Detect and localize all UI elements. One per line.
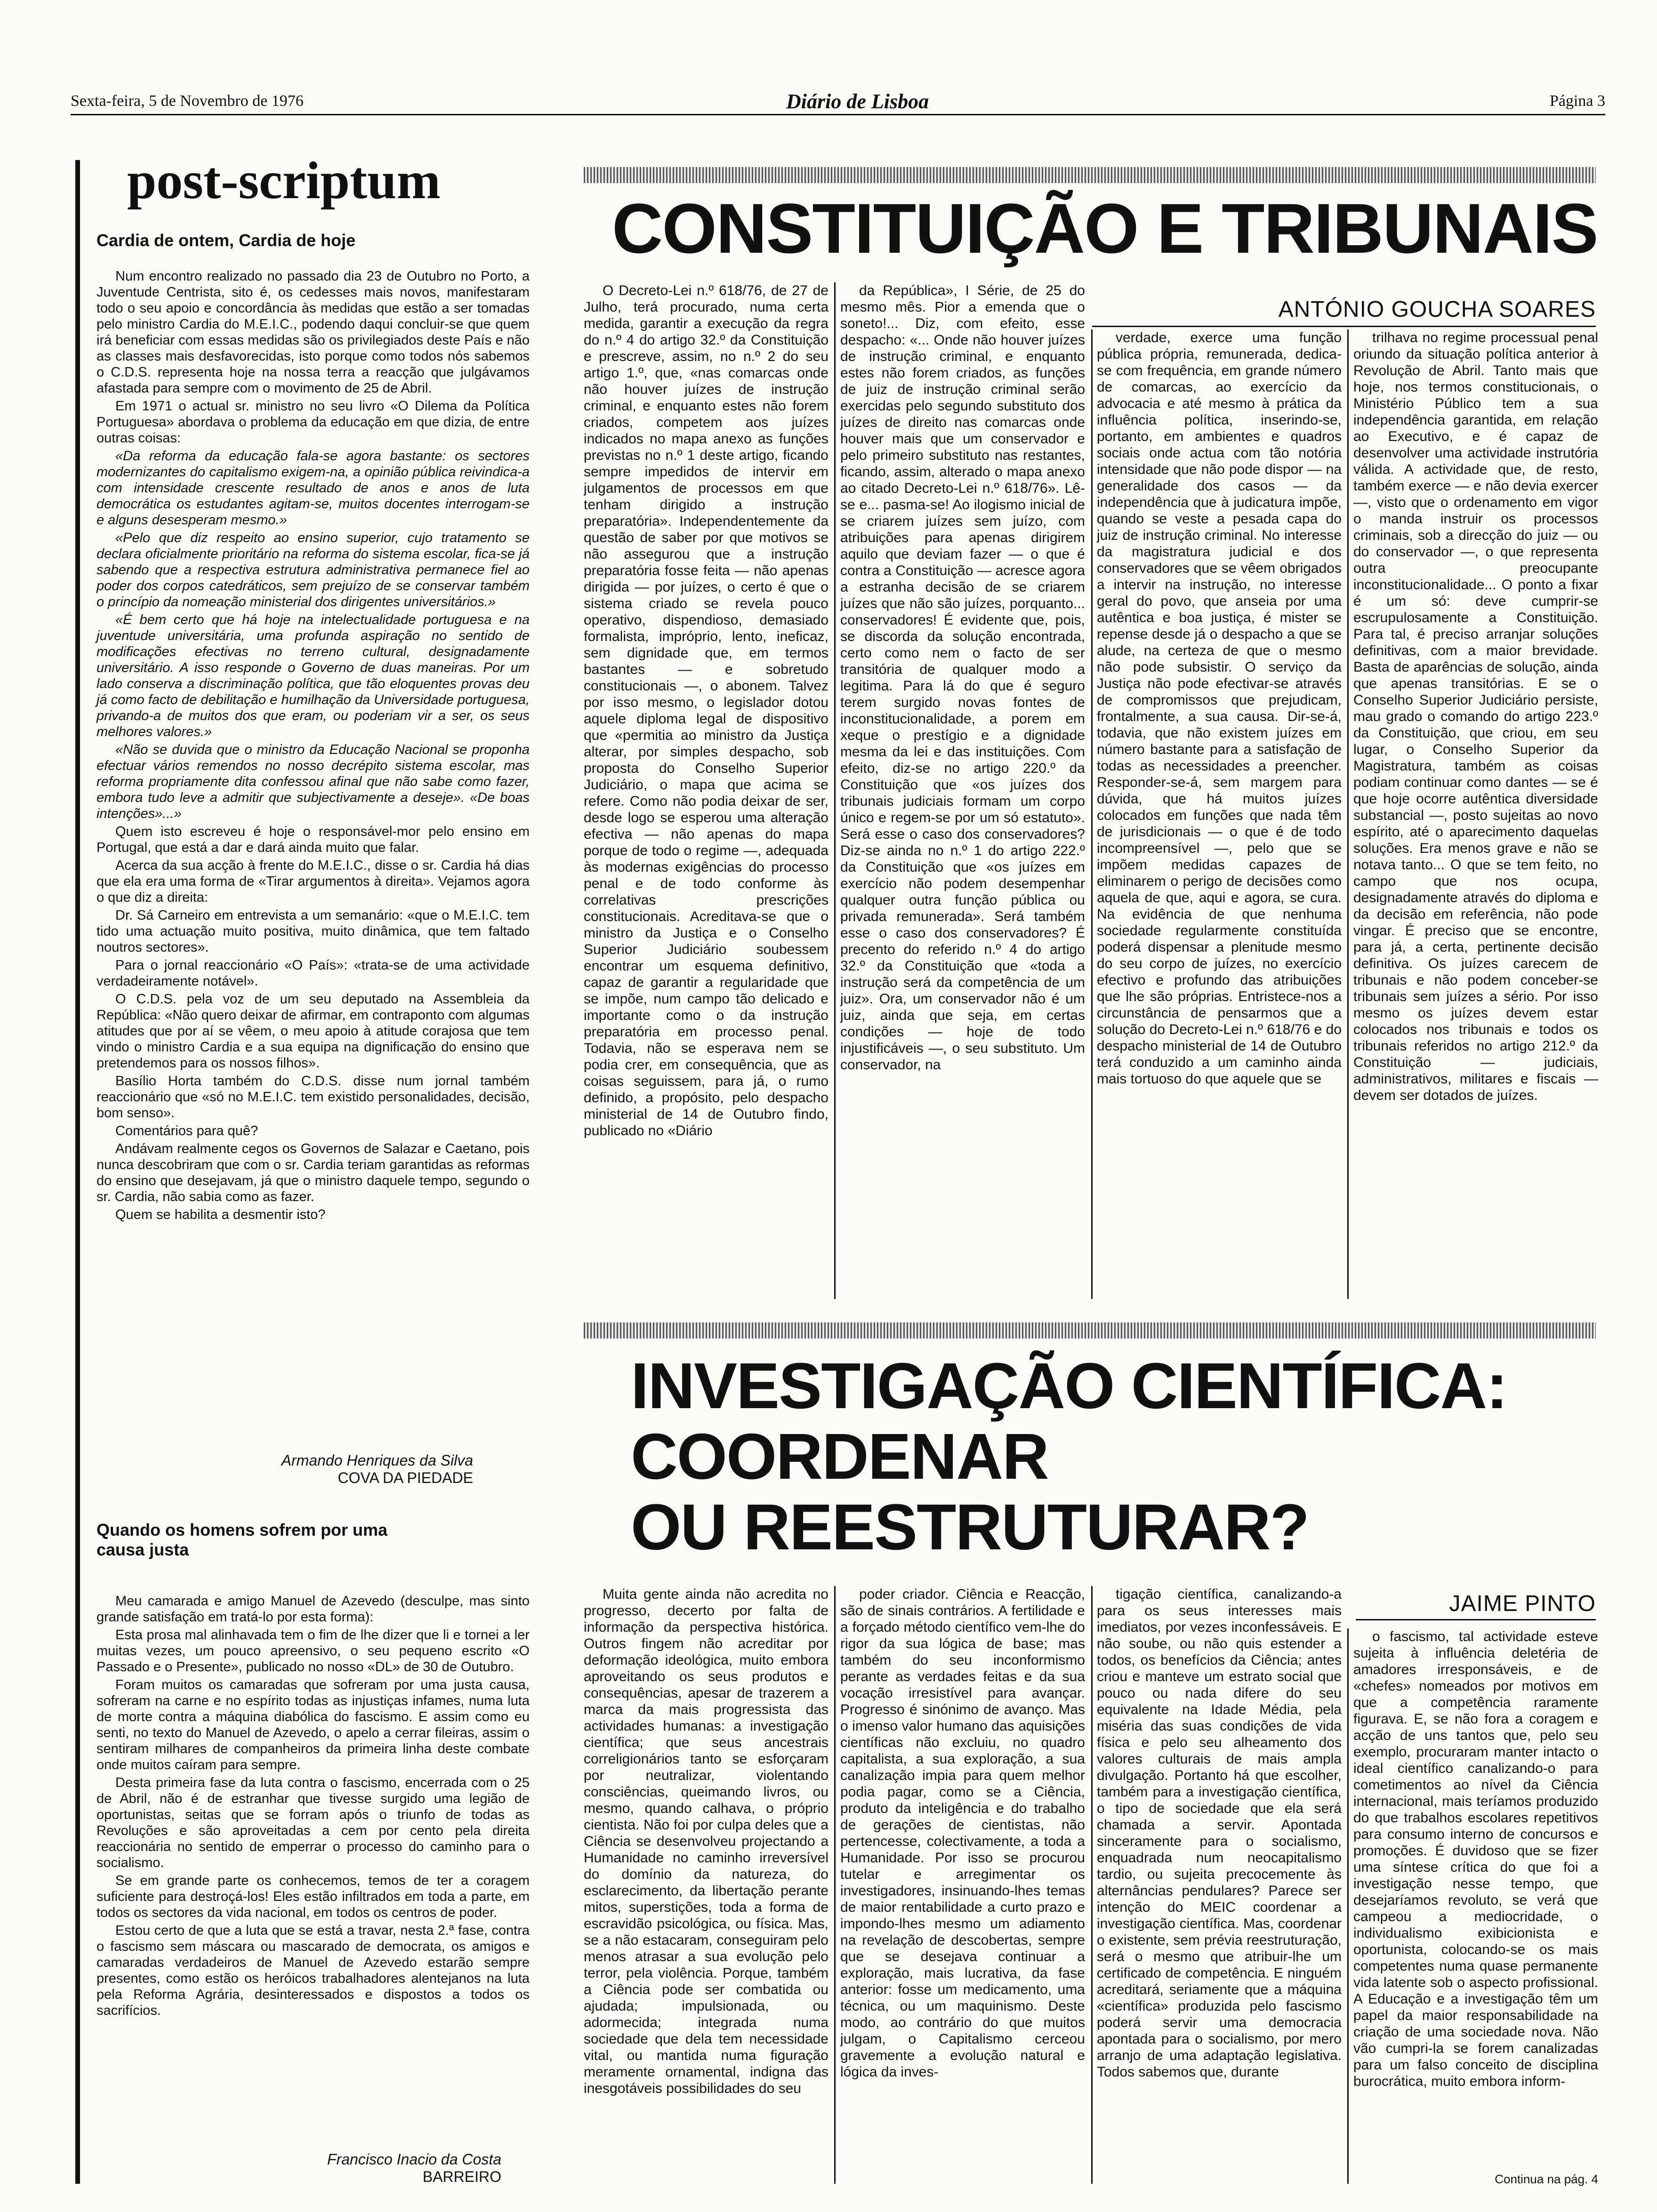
paragraph: Foram muitos os camaradas que sofreram por uma justa causa, sofreram na carne e no espírito todas as injustiças infames, numa luta de morte contra a máquina diabólica do fascismo. E assim como eu senti, no texto do Manuel de Azevedo, o apelo a cerrar fileiras, assim o sentiram milhares de companheiros da primeira linha deste combate onde muitos caíram para sempre. <box>97 1677 530 1772</box>
postscriptum-article1-signature-name: Armando Henriques da Silva <box>281 1452 473 1469</box>
paragraph: tigação científica, canalizando-a para os seus interesses mais imediatos, por vezes inconfessáveis. E não soube, ou não quis estender a todos, os benefícios da Ciência; antes criou e manteve um estrato social que pouco ou nada difere do seu equivalente na Idade Média, pela miséria das suas condições de vida física e pelo seu alheamento dos valores culturais de mais ampla divulgação. Portanto há que escolher, também para a investigação científica, o tipo de sociedade que ela será chamada a servir. Apontada sinceramente para o socialismo, enquadrada num neocapitalismo tardio, ou sujeita precocemente às alternâncias pendulares? Parece ser intenção do MEIC coordenar a investigação científica. Mas, coordenar o existente, sem prévia reestruturação, será o mesmo que atribuir-lhe um certificado de competência. E ninguém acreditará, seriamente que a máquina «científica» produzida pelo fascismo poderá servir uma democracia apontada para o socialismo, por mero arranjo de uma adaptação legislativa. Todos sabemos que, durante <box>1097 1587 1342 2080</box>
column-divider <box>834 282 836 1299</box>
investigacao-author-rule <box>1356 1619 1596 1620</box>
column-divider <box>1347 1628 1349 2184</box>
paragraph: Estou certo de que a luta que se está a travar, nesta 2.ª fase, contra o fascismo sem máscara ou mascarado de democrata, os amigos e camaradas verdadeiros de Manuel de Azevedo estarão sempre presentes, como estão os heróicos trabalhadores alentejanos na luta pela Reforma Agrária, desinteressados e dispostos a todos os sacrifícios. <box>97 1923 530 2018</box>
paragraph: Desta primeira fase da luta contra o fascismo, encerrada com o 25 de Abril, não é de estranhar que tivesse surgido uma legião de oportunistas, seitas que se forram após o triunfo de todas as Revoluções e são aproveitadas a cem por cento pela direita reaccionária no sentido de emperrar o processo do caminho para o socialismo. <box>97 1775 530 1870</box>
investigacao-column-3 <box>1097 1586 1342 2188</box>
paragraph: Meu camarada e amigo Manuel de Azevedo (desculpe, mas sinto grande satisfação em tratá-lo por esta forma): <box>97 1594 530 1625</box>
paragraph: trilhava no regime processual penal oriundo da situação política anterior à Revolução de Abril. Tanto mais que hoje, nos termos constitucionais, o Ministério Público tem a sua independência garantida, em relação ao Executivo, e é capaz de desenvolver uma actividade instrutória válida. A actividade que, de resto, também exerce — e não devia exercer —, visto que o ordenamento em vigor o manda instruir os processos criminais, sob a direcção do juiz — ou do conservador —, o que representa outra preocupante inconstitucionalidade... O ponto a fixar é um só: deve cumprir-se escrupulosamente a Constituição. Para tal, é preciso arranjar soluções definitivas, com a maior brevidade. Basta de aparências de solução, ainda que apenas transitórias. E se o Conselho Superior Judiciário persiste, mau grado o comando do artigo 223.º da Constituição, que criou, em seu lugar, o Conselho Superior da Magistratura, também as coisas podiam continuar como dantes — se é que hoje ocorre autêntica diversidade substancial —, posto sujeitas ao novo espírito, até o aparecimento daquelas soluções. Era menos grave e não se notava tanto... O que se tem feito, no campo que nos ocupa, designadamente através do diploma e da decisão em referência, não pode vingar. É preciso que se encontre, para já, a certa, pertinente decisão definitiva. Os juízes carecem de tribunais e não podem conceber-se tribunais sem juízes a sério. Por isso mesmo os juízes devem estar colocados nos tribunais e todos os tribunais referidos no artigo 212.º da Constituição — judiciais, administrativos, militares e fiscais — devem ser dotados de juízes. <box>1353 330 1598 1103</box>
paragraph: da República», I Série, de 25 do mesmo mês. Pior a emenda que o soneto!... Diz, com efeito, esse despacho: «... Onde não houver juízes de instrução criminal, e enquanto estes não forem criados, as funções de juiz de instrução criminal serão exercidas pelo segundo substituto dos juízes de direito nas comarcas onde houver mais que um conservador e pelo primeiro substituto nas restantes, ficando, assim, alterado o mapa anexo ao citado Decreto-Lei n.º 618/76». Lê-se e... pasma-se! Ao ilogismo inicial de se criarem juízes sem juízo, com atribuições para apenas dirigirem aquilo que deviam fazer — o que é contra a Constituição — acresce agora a estranha decisão de se criarem juízes que não são juízes, porquanto... conservadores! É evidente que, pois, se discorda da solução encontrada, certo como nem o facto de ser transitória de qualquer modo a legitima. Para lá do que é seguro terem surgido novas fontes de inconstitucionalidade, a porem em xeque o prestígio e a dignidade mesma da lei e das instituições. Com efeito, diz-se no artigo 220.º da Constituição que «os juízes dos tribunais judiciais formam um corpo único e regem-se por um só estatuto». Será esse o caso dos conservadores? Diz-se ainda no n.º 1 do artigo 222.º da Constituição que «os juízes em exercício não podem desempenhar qualquer outra função pública ou privada remunerada». Será também esse o caso dos conservadores? É precento do referido n.º 4 do artigo 32.º da Constituição que «toda a instrução será da competência de um juiz». Ora, um conservador não é um juiz, ainda que seja, em certas condições — hoje de todo injustificáveis —, o seu substituto. Um conservador, na <box>840 283 1085 1073</box>
investigacao-title-line2: COORDENAR <box>631 1420 1048 1493</box>
constituicao-halftone-band <box>584 167 1596 183</box>
paragraph: Quem se habilita a desmentir isto? <box>115 1207 326 1222</box>
postscriptum-article2-signature-name: Francisco Inacio da Costa <box>327 2151 501 2168</box>
constituicao-author: ANTÓNIO GOUCHA SOARES <box>1278 297 1596 322</box>
masthead-date: Sexta-feira, 5 de Novembro de 1976 <box>71 92 304 110</box>
paragraph: Esta prosa mal alinhavada tem o fim de lhe dizer que li e tornei a ler muitas vezes, um pouco apreensivo, o seu pequeno escrito «O Passado e o Presente», publicado no nosso «DL» de 30 de Outubro. <box>97 1627 530 1675</box>
column-divider <box>1091 329 1093 1299</box>
paragraph: poder criador. Ciência e Reacção, são de sinais contrários. A fertilidade e a forçado método científico vem-lhe do rigor da sua lógica de base; mas também do seu inconformismo perante as verdades feitas e da sua vocação irresistível para avançar. Progresso é sinónimo de avanço. Mas o imenso valor humano das aquisições científicas não excluiu, no quadro capitalista, a sua exploração, a sua canalização impia para quem melhor podia pagar, como se a Ciência, produto da inteligência e do trabalho de gerações de cientistas, não pertencesse, colectivamente, a toda a Humanidade. Por isso se procurou tutelar e arregimentar os investigadores, insinuando-lhes temas de maior rentabilidade a curto prazo e impondo-lhes mesmo um adiamento na revelação de descobertas, sempre que se desejava continuar a exploração, mais lucrativa, da fase anterior: fosse um medicamento, uma técnica, ou um maquinismo. Deste modo, ao contrário do que muitos julgam, o Capitalismo cerceou gravemente a evolução natural e lógica da inves- <box>840 1587 1085 2080</box>
investigacao-column-1 <box>584 1586 828 2188</box>
investigacao-title-line1: INVESTIGAÇÃO CIENTÍFICA: <box>631 1350 1507 1422</box>
constituicao-column-4 <box>1353 329 1598 1304</box>
constituicao-column-2 <box>840 282 1085 1304</box>
investigacao-title-line3: OU REESTRUTURAR? <box>631 1491 1309 1563</box>
masthead-page-number: Página 3 <box>1549 92 1605 110</box>
postscriptum-article1-body <box>97 268 530 1225</box>
paragraph: Quem isto escreveu é hoje o responsável-mor pelo ensino em Portugal, que está a dar e dará ainda muito que falar. <box>97 824 530 855</box>
paragraph: O C.D.S. pela voz de um seu deputado na Assembleia da República: «Não quero deixar de afirmar, em contraponto com algumas atitudes que por aí se vêem, o meu apoio à atitude corajosa que tem vindo o ministro Cardia e a sua equipa na dignificação do ensino que pretendemos para os nossos filhos». <box>97 992 530 1071</box>
column-divider <box>834 1586 836 2184</box>
postscriptum-article1-heading: Cardia de ontem, Cardia de hoje <box>97 231 356 250</box>
paragraph: «Pelo que diz respeito ao ensino superior, cujo tratamento se declara oficialmente prioritário na reforma do sistema escolar, fica-se já sabendo que a respectiva estrutura administrativa permanece fiel ao poder dos corpos catedráticos, sem prejuízo de se conservar também o princípio da nomeação ministerial dos dirigentes universitários.» <box>97 530 530 609</box>
paragraph: Se em grande parte os conhecemos, temos de ter a coragem suficiente para destroçá-los! Eles estão infiltrados em toda a parte, em todos os sectores da vida nacional, em todos os centros de poder. <box>97 1873 530 1920</box>
investigacao-author: JAIME PINTO <box>1449 1591 1596 1616</box>
investigacao-halftone-band <box>584 1322 1596 1338</box>
paragraph: «É bem certo que há hoje na intelectualidade portuguesa e na juventude universitária, uma profunda aspiração no sentido de modificações efectivas no terreno cultural, designadamente universitário. A isso responde o Governo de duas maneiras. Por um lado conserva a discriminação política, que tão eloquentes provas deu já como facto de debilitação e humilhação da Universidade portuguesa, privando-a de muitos dos que eram, ou poderiam vir a ser, os seus melhores valores.» <box>97 612 530 739</box>
paragraph: Comentários para quê? <box>115 1123 258 1138</box>
paragraph: Muita gente ainda não acredita no progresso, decerto por falta de informação da perspectiva histórica. Outros fingem não acreditar por deformação ideológica, muito embora aproveitando os seus produtos e consequências, apesar de trazerem a marca da mais progressista das actividades humanas: a investigação científica; que seus ancestrais correligionários tanto se esforçaram por neutralizar, violentando consciências, queimando livros, ou mesmo, quando calhava, o próprio cientista. Não foi por culpa deles que a Ciência se desenvolveu projectando a Humanidade no caminho irreversível do domínio da natureza, do esclarecimento, da libertação perante mitos, superstições, toda a forma de escravidão psicológica, ou física. Mas, se a não estacaram, conseguiram pelo menos atrasar a sua evolução pelo terror, pela violência. Porque, também a Ciência pode ser combatida ou ajudada; impulsionada, ou adormecida; integrada numa sociedade que dela tem necessidade vital, ou mantida numa figuração meramente ornamental, indigna das inesgotáveis possibilidades do seu <box>584 1587 828 2096</box>
column-divider <box>1347 329 1349 1299</box>
paragraph: Para o jornal reaccionário «O País»: «trata-se de uma actividade verdadeiramente notável». <box>97 958 530 989</box>
paragraph: Num encontro realizado no passado dia 23 de Outubro no Porto, a Juventude Centrista, sito é, os cedesses mais novos, manifestaram todo o seu apoio e concordância às medidas que estão a ser tomadas pelo ministro Cardia do M.E.I.C., podendo daqui concluir-se que quem irá beneficiar com essas medidas são os privilegiados deste País e não as classes mais desfavorecidas, isto porque como todos nós sabemos o C.D.S. representa hoje na nossa terra a reacção que julgávamos afastada para sempre com o movimento de 25 de Abril. <box>97 269 530 396</box>
investigacao-column-2 <box>840 1586 1085 2188</box>
paragraph: Acerca da sua acção à frente do M.E.I.C., disse o sr. Cardia há dias que ela era uma forma de «Tirar argumentos à direita». Vejamos agora o que diz a direita: <box>97 858 530 905</box>
paragraph: Basílio Horta também do C.D.S. disse num jornal também reaccionário que «só no M.E.I.C. tem existido personalidades, decisão, bom senso». <box>97 1074 530 1121</box>
constituicao-title: CONSTITUIÇÃO E TRIBUNAIS <box>612 189 1598 268</box>
constituicao-column-3 <box>1097 329 1342 1304</box>
paragraph: Em 1971 o actual sr. ministro no seu livro «O Dilema da Política Portuguesa» abordava o problema da educação em que dizia, de entre outras coisas: <box>97 399 530 446</box>
paragraph: Andávam realmente cegos os Governos de Salazar e Caetano, pois nunca descobriram que com o sr. Cardia teriam garantidas as reformas do ensino que desejavam, já que o ministro daquele tempo, segundo o sr. Cardia, não sabia como as fazer. <box>97 1141 530 1204</box>
paragraph: «Da reforma da educação fala-se agora bastante: os sectores modernizantes do capitalismo exigem-na, a opinião pública reivindica-a com intensidade crescente resultado de anos e anos de luta democrática os estudantes agitam-se, muitos docentes interrogam-se e alguns desesperam mesmo.» <box>97 449 530 528</box>
investigacao-column-4 <box>1353 1628 1598 2170</box>
masthead-paper-title: Diário de Lisboa <box>786 90 929 113</box>
postscriptum-article1-signature-place: COVA DA PIEDADE <box>338 1469 473 1486</box>
masthead <box>71 89 1605 118</box>
paragraph: Dr. Sá Carneiro em entrevista a um semanário: «que o M.E.I.C. tem tido uma actuação muito positiva, muito dinâmica, que tem faltado noutros sectores». <box>97 908 530 955</box>
masthead-rule <box>71 114 1605 115</box>
postscriptum-article2-heading: Quando os homens sofrem por uma causa justa <box>97 1520 388 1559</box>
paragraph: o fascismo, tal actividade esteve sujeita à influência deletéria de amadores irresponsáveis, e de «chefes» nomeados por motivos em que a competência raramente figurava. E, se não fora a coragem e acção de uns tantos que, pelo seu exemplo, procuraram manter intacto o ideal científico canalizando-o para cometimentos ao nível da Ciência internacional, mais teríamos produzido do que trabalhos escolares repetitivos para consumo interno de concursos e promoções. É duvidoso que se fizer uma síntese crítica do que foi a investigação nesse tempo, que desejaríamos revoluto, se verá que campeou a mediocridade, o individualismo exibicionista e oportunista, colocando-se os mais competentes numa quase permanente vida latente sob o aspecto profissional. A Educação e a investigação têm um papel da maior responsabilidade na criação de uma sociedade nova. Não vão cumpri-la se forem canalizadas para um falso conceito de disciplina burocrática, muito embora inform- <box>1353 1629 1598 2089</box>
postscriptum-title: post-scriptum <box>127 152 441 210</box>
postscriptum-article2-signature-place: BARREIRO <box>422 2168 501 2185</box>
paragraph: O Decreto-Lei n.º 618/76, de 27 de Julho, terá procurado, numa certa medida, garantir a execução da regra do n.º 4 do artigo 32.º da Constituição e prescreve, assim, no n.º 2 do seu artigo 1.º, que, «nas comarcas onde não houver juízes de instrução criminal, e enquanto estes não forem criados, competem aos juízes indicados no mapa anexo as funções previstas no n.º 1 deste artigo, ficando sempre impedidos de intervir em julgamentos de processos em que tenham dirigido a instrução preparatória». Independentemente da questão de saber por que motivos se não assegurou que a instrução preparatória fosse feita — não apenas dirigida — por juízes, o certo é que o sistema criado se revela pouco operativo, dispendioso, demasiado formalista, impróprio, lento, ineficaz, sem dignidade que, em termos bastantes — e sobretudo constitucionais —, o abonem. Talvez por isso mesmo, o legislador dotou aquele diploma legal de dispositivo que «permitia ao ministro da Justiça alterar, por simples despacho, sob proposta do Conselho Superior Judiciário, o mapa que acima se refere. Como não podia deixar de ser, desde logo se esperou uma alteração efectiva — não apenas do mapa porque de todo o regime —, adequada às modernas exigências do processo penal e de todo conforme às correlativas prescrições constitucionais. Acreditava-se que o ministro da Justiça e o Conselho Superior Judiciário soubessem encontrar um esquema definitivo, capaz de garantir a regularidade que se impõe, num campo tão delicado e importante como o da instrução preparatória em processo penal. Todavia, não se esperava nem se podia crer, em consequência, que as coisas seguissem, para já, o rumo definido, a propósito, pelo despacho ministerial de 14 de Outubro findo, publicado no «Diário <box>584 283 828 1138</box>
continued-note: Continua na pág. 4 <box>1495 2172 1598 2186</box>
paragraph: verdade, exerce uma função pública própria, remunerada, dedica-se com frequência, em grande número de comarcas, ao exercício da advocacia e até mesmo à prática da influência política, inserindo-se, portanto, em ambientes e quadros sociais onde actua com tão notória intensidade que não pode dispor — na generalidade dos casos — da independência que à judicatura impõe, quando se veste a pesada capa do juiz de instrução criminal. No interesse da magistratura judicial e dos conservadores que se vêem obrigados a intervir na instrução, no interesse geral do povo, que anseia por uma autêntica e boa justiça, é mister se repense desde já o despacho a que se alude, na certeza de que o mesmo não pode subsistir. O serviço da Justiça não pode efectivar-se através de compromissos que prejudicam, frontalmente, a sua causa. Dir-se-á, todavia, que não existem juízes em número bastante para a satisfação de todas as necessidades a preencher. Responder-se-á, sem margem para dúvida, que há muitos juízes colocados em funções que nada têm de jurisdicionais — o que é de todo incompreensível —, pelo que se impõem medidas capazes de eliminarem o perigo de decisões como aquela de que, aqui e agora, se cura. Na evidência de que nenhuma sociedade regularmente constituída poderá dispensar a plenitude mesmo do seu corpo de juízes, no exercício efectivo e profundo das atribuições que lhe são próprias. Entristece-nos a circunstância de pensarmos que a solução do Decreto-Lei n.º 618/76 e do despacho ministerial de 14 de Outubro terá conduzido a um caminho ainda mais tortuoso do que aquele que se <box>1097 330 1342 1087</box>
paragraph: «Não se duvida que o ministro da Educação Nacional se proponha efectuar vários remendos no nosso decrépito sistema escolar, mas reforma propriamente dita confessou afinal que não sabe como fazer, embora tudo leve a admitir que subjectivamente a deseje». «De boas intenções»...» <box>97 742 530 821</box>
postscriptum-article2-body <box>97 1593 530 2020</box>
constituicao-column-1 <box>584 282 828 1304</box>
column-divider <box>1091 1586 1093 2184</box>
constituicao-author-rule <box>1092 326 1596 327</box>
